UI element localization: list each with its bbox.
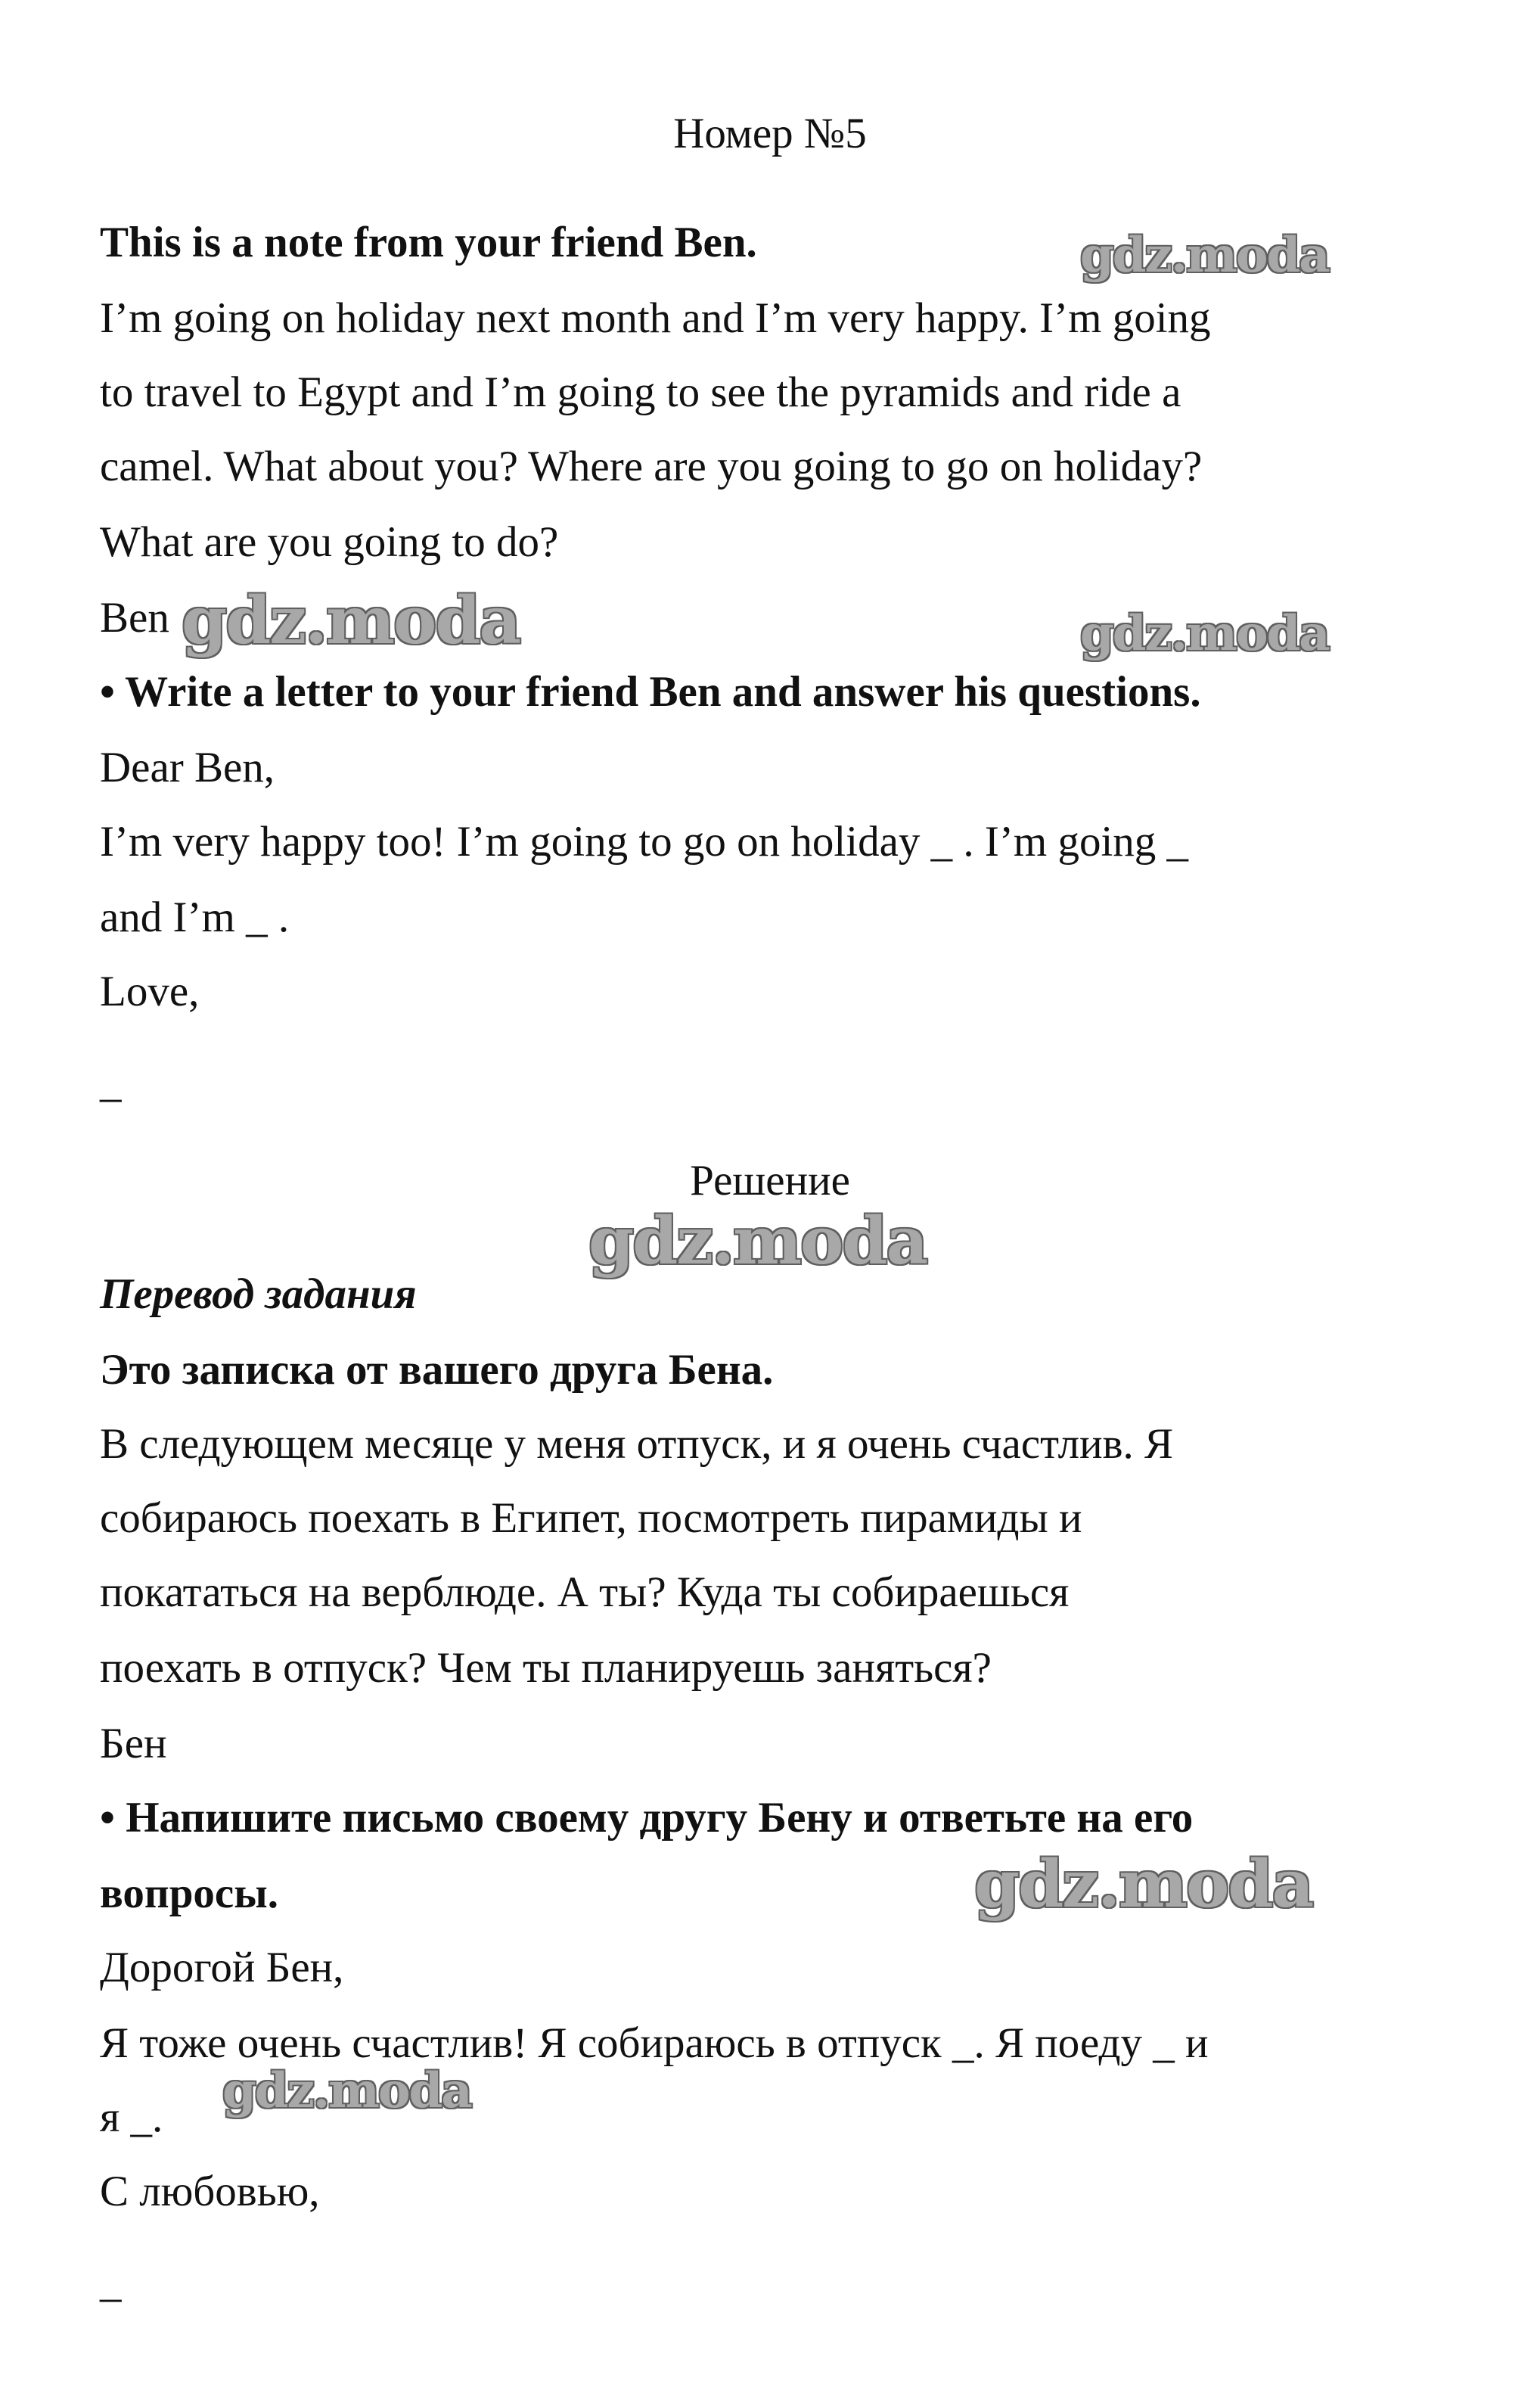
solution-instruction: вопросы. <box>100 1870 278 1917</box>
solution-letter-line: Я тоже очень счастлив! Я собираюсь в отпуск _. Я поеду _ и <box>100 2019 1209 2067</box>
translation-title: Перевод задания <box>100 1270 417 1318</box>
watermark-logo: gdz.moda <box>588 1203 927 1279</box>
watermark-logo: gdz.moda <box>1080 227 1329 284</box>
solution-letter-line: я _. <box>100 2093 163 2141</box>
letter-line: Love, <box>100 968 200 1015</box>
task-note-line: camel. What about you? Where are you going to go on holiday? <box>100 443 1203 490</box>
solution-note-line: В следующем месяце у меня отпуск, и я очень счастлив. Я <box>100 1420 1174 1468</box>
solution-note-line: собираюсь поехать в Египет, посмотреть пирамиды и <box>100 1494 1082 1542</box>
letter-line: Dear Ben, <box>100 744 275 791</box>
solution-instruction: • Напишите письмо своему другу Бену и ответьте на его <box>100 1794 1194 1842</box>
letter-line: and I’m _ . <box>100 894 290 941</box>
solution-letter-line: _ <box>100 2258 122 2306</box>
watermark-logo: gdz.moda <box>1080 605 1329 662</box>
solution-heading: Решение <box>690 1157 850 1204</box>
watermark-logo: gdz.moda <box>222 2062 471 2119</box>
page-title: Номер №5 <box>673 110 867 157</box>
solution-letter-line: Дорогой Бен, <box>100 1944 344 1991</box>
solution-letter-line: С любовью, <box>100 2168 320 2215</box>
task-instruction: • Write a letter to your friend Ben and answer his questions. <box>100 668 1201 716</box>
task-note-line: I’m going on holiday next month and I’m very happy. I’m going <box>100 294 1211 342</box>
letter-line: _ <box>100 1058 122 1106</box>
watermark-logo: gdz.moda <box>974 1846 1313 1922</box>
task-signature: Ben <box>100 594 169 642</box>
task-note-line: to travel to Egypt and I’m going to see the pyramids and ride a <box>100 368 1181 416</box>
solution-note-line: покататься на верблюде. А ты? Куда ты собираешься <box>100 1568 1070 1616</box>
solution-signature: Бен <box>100 1720 167 1767</box>
watermark-logo: gdz.moda <box>182 583 520 659</box>
task-intro: This is a note from your friend Ben. <box>100 219 757 266</box>
task-note-line: What are you going to do? <box>100 518 559 566</box>
solution-intro: Это записка от вашего друга Бена. <box>100 1346 774 1394</box>
letter-line: I’m very happy too! I’m going to go on holiday _ . I’m going _ <box>100 818 1189 866</box>
solution-note-line: поехать в отпуск? Чем ты планируешь заняться? <box>100 1644 992 1692</box>
